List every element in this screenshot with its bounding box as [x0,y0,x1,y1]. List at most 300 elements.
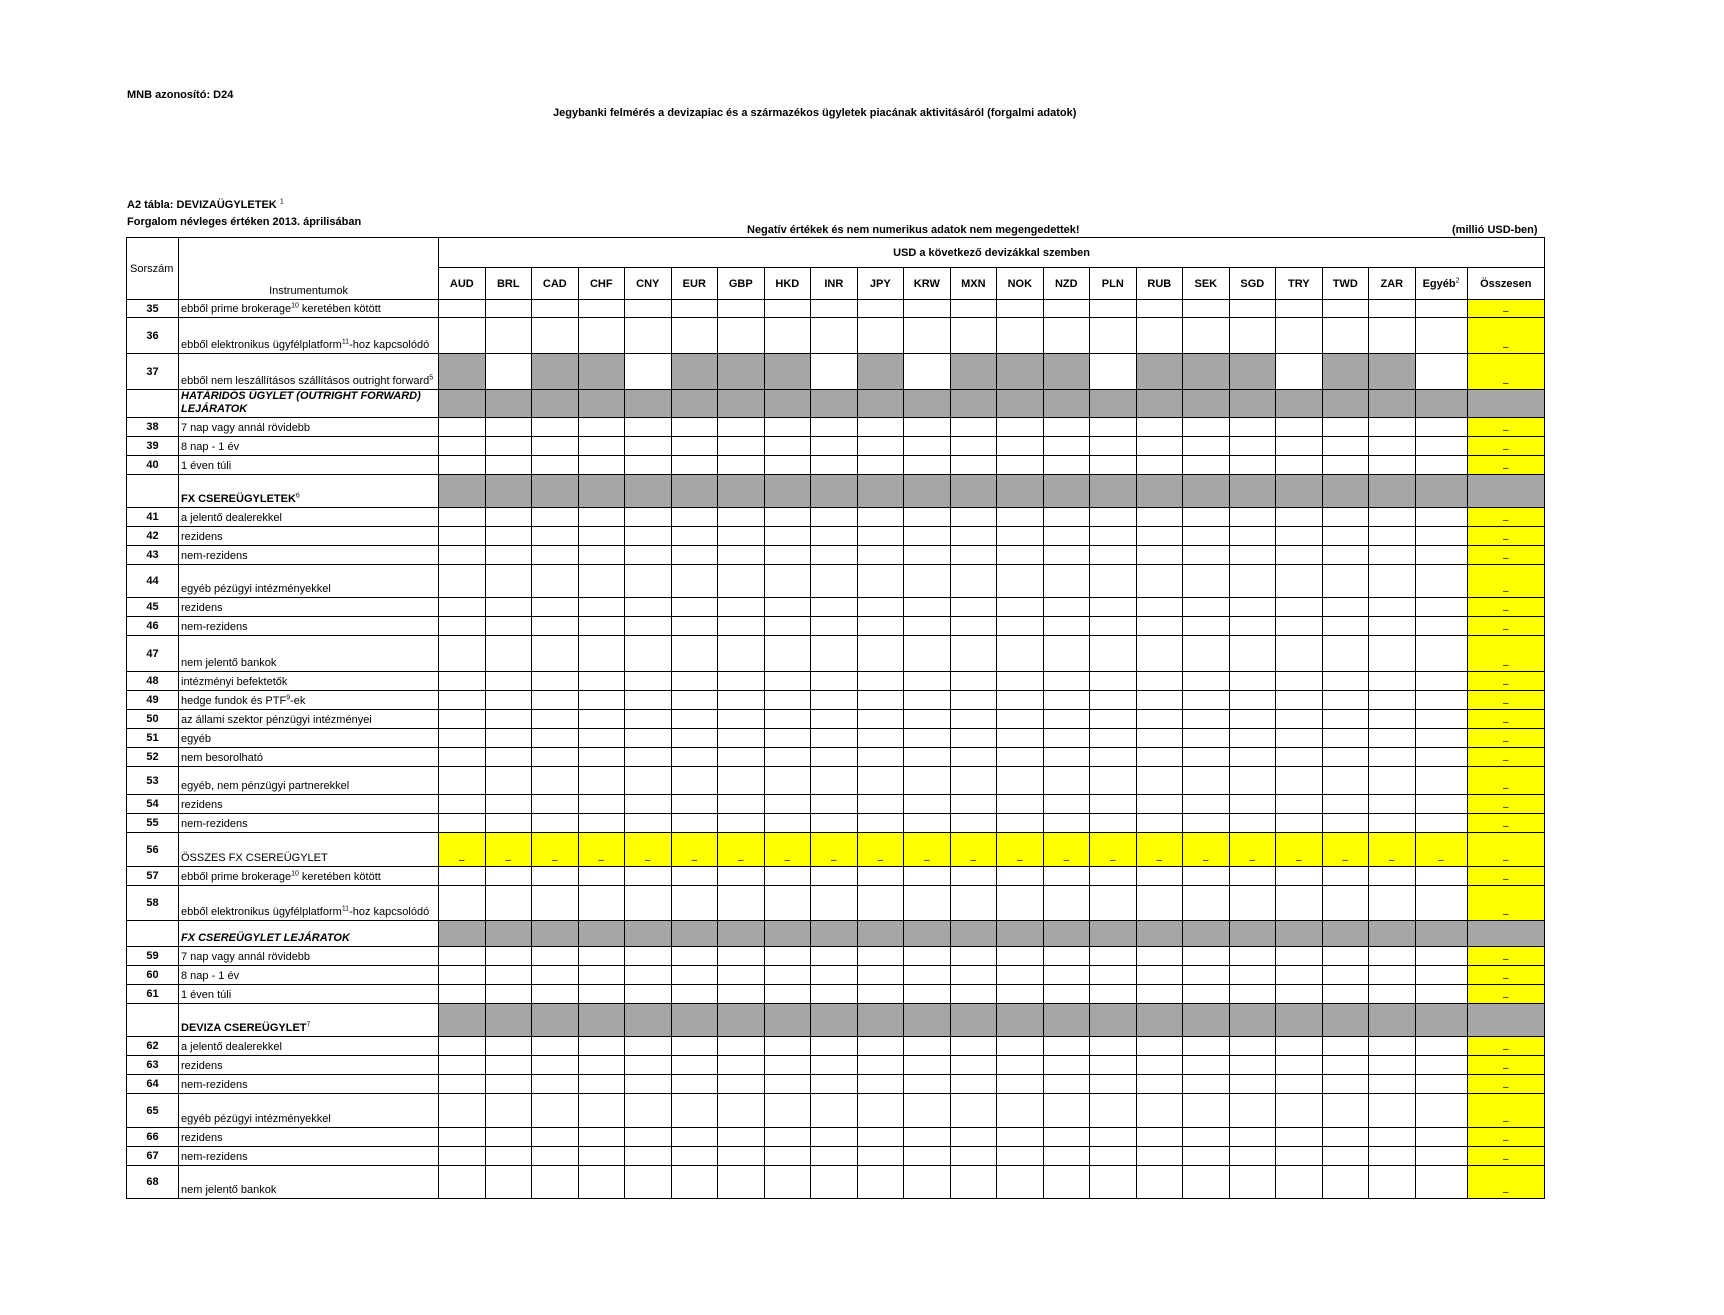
input-cell-try[interactable] [1276,672,1323,691]
input-cell-eur[interactable] [671,636,718,672]
input-cell-krw[interactable] [904,565,951,598]
input-cell-zar[interactable] [1369,748,1416,767]
input-cell-pln[interactable] [1090,1056,1137,1075]
input-cell-rub[interactable] [1136,966,1183,985]
input-cell-try[interactable] [1276,598,1323,617]
input-cell-hkd[interactable] [764,418,811,437]
input-cell-hkd[interactable] [764,1094,811,1128]
input-cell-mxn[interactable] [950,710,997,729]
input-cell-krw[interactable] [904,1037,951,1056]
input-cell-chf[interactable] [578,1094,625,1128]
input-cell-brl[interactable] [485,1166,532,1199]
input-cell-sgd[interactable] [1229,318,1276,354]
input-cell-chf[interactable] [578,527,625,546]
input-cell-krw[interactable] [904,598,951,617]
input-cell-sek[interactable] [1183,748,1230,767]
input-cell-sgd[interactable] [1229,985,1276,1004]
input-cell-brl[interactable] [485,710,532,729]
input-cell-aud[interactable] [439,795,486,814]
input-cell-zar[interactable] [1369,418,1416,437]
input-cell-gbp[interactable] [718,748,765,767]
input-cell-rub[interactable] [1136,729,1183,748]
input-cell-inr[interactable] [811,947,858,966]
input-cell-aud[interactable] [439,300,486,318]
input-cell-chf[interactable] [578,1128,625,1147]
input-cell-pln[interactable] [1090,1147,1137,1166]
input-cell-twd[interactable] [1322,418,1369,437]
input-cell-egyéb[interactable] [1415,354,1467,390]
input-cell-rub[interactable] [1136,947,1183,966]
input-cell-zar[interactable] [1369,867,1416,886]
input-cell-pln[interactable] [1090,947,1137,966]
input-cell-twd[interactable] [1322,814,1369,833]
input-cell-inr[interactable] [811,795,858,814]
input-cell-rub[interactable] [1136,1037,1183,1056]
input-cell-sek[interactable] [1183,1075,1230,1094]
input-cell-hkd[interactable] [764,437,811,456]
input-cell-hkd[interactable] [764,456,811,475]
input-cell-sgd[interactable] [1229,691,1276,710]
input-cell-rub[interactable] [1136,318,1183,354]
input-cell-try[interactable] [1276,1056,1323,1075]
input-cell-gbp[interactable] [718,598,765,617]
input-cell-mxn[interactable] [950,814,997,833]
input-cell-zar[interactable] [1369,985,1416,1004]
input-cell-sgd[interactable] [1229,456,1276,475]
input-cell-chf[interactable] [578,748,625,767]
input-cell-hkd[interactable] [764,767,811,795]
input-cell-jpy[interactable] [857,966,904,985]
input-cell-hkd[interactable] [764,565,811,598]
input-cell-nok[interactable] [997,565,1044,598]
input-cell-twd[interactable] [1322,767,1369,795]
input-cell-nok[interactable] [997,748,1044,767]
input-cell-twd[interactable] [1322,1037,1369,1056]
input-cell-chf[interactable] [578,966,625,985]
input-cell-inr[interactable] [811,767,858,795]
input-cell-cad[interactable] [532,767,579,795]
input-cell-cad[interactable] [532,729,579,748]
input-cell-jpy[interactable] [857,767,904,795]
input-cell-sgd[interactable] [1229,886,1276,921]
input-cell-mxn[interactable] [950,617,997,636]
input-cell-sek[interactable] [1183,729,1230,748]
input-cell-eur[interactable] [671,672,718,691]
input-cell-cny[interactable] [625,795,672,814]
input-cell-eur[interactable] [671,1037,718,1056]
input-cell-aud[interactable] [439,546,486,565]
input-cell-egyéb[interactable] [1415,437,1467,456]
input-cell-cny[interactable] [625,636,672,672]
input-cell-zar[interactable] [1369,300,1416,318]
input-cell-sek[interactable] [1183,418,1230,437]
input-cell-sgd[interactable] [1229,527,1276,546]
input-cell-cny[interactable] [625,1094,672,1128]
input-cell-egyéb[interactable] [1415,1037,1467,1056]
input-cell-aud[interactable] [439,1166,486,1199]
input-cell-pln[interactable] [1090,354,1137,390]
input-cell-sgd[interactable] [1229,546,1276,565]
input-cell-nok[interactable] [997,1075,1044,1094]
input-cell-nzd[interactable] [1043,437,1090,456]
input-cell-sgd[interactable] [1229,565,1276,598]
input-cell-chf[interactable] [578,795,625,814]
input-cell-rub[interactable] [1136,508,1183,527]
input-cell-nok[interactable] [997,1147,1044,1166]
input-cell-gbp[interactable] [718,767,765,795]
input-cell-zar[interactable] [1369,691,1416,710]
input-cell-cad[interactable] [532,300,579,318]
input-cell-nok[interactable] [997,636,1044,672]
input-cell-hkd[interactable] [764,300,811,318]
input-cell-krw[interactable] [904,527,951,546]
input-cell-mxn[interactable] [950,947,997,966]
input-cell-mxn[interactable] [950,1128,997,1147]
input-cell-brl[interactable] [485,318,532,354]
input-cell-twd[interactable] [1322,729,1369,748]
input-cell-cny[interactable] [625,565,672,598]
input-cell-eur[interactable] [671,527,718,546]
input-cell-cny[interactable] [625,437,672,456]
input-cell-pln[interactable] [1090,1075,1137,1094]
input-cell-aud[interactable] [439,565,486,598]
input-cell-mxn[interactable] [950,729,997,748]
input-cell-cad[interactable] [532,318,579,354]
input-cell-chf[interactable] [578,318,625,354]
input-cell-sek[interactable] [1183,527,1230,546]
input-cell-cny[interactable] [625,527,672,546]
input-cell-krw[interactable] [904,418,951,437]
input-cell-cny[interactable] [625,1056,672,1075]
input-cell-sek[interactable] [1183,867,1230,886]
input-cell-egyéb[interactable] [1415,691,1467,710]
input-cell-eur[interactable] [671,1094,718,1128]
input-cell-inr[interactable] [811,636,858,672]
input-cell-aud[interactable] [439,748,486,767]
input-cell-brl[interactable] [485,527,532,546]
input-cell-pln[interactable] [1090,300,1137,318]
input-cell-eur[interactable] [671,456,718,475]
input-cell-hkd[interactable] [764,691,811,710]
input-cell-mxn[interactable] [950,886,997,921]
input-cell-pln[interactable] [1090,418,1137,437]
input-cell-egyéb[interactable] [1415,1056,1467,1075]
input-cell-gbp[interactable] [718,1166,765,1199]
input-cell-cny[interactable] [625,729,672,748]
input-cell-inr[interactable] [811,598,858,617]
input-cell-brl[interactable] [485,354,532,390]
input-cell-inr[interactable] [811,814,858,833]
input-cell-cny[interactable] [625,300,672,318]
input-cell-twd[interactable] [1322,546,1369,565]
input-cell-brl[interactable] [485,546,532,565]
input-cell-aud[interactable] [439,710,486,729]
input-cell-cad[interactable] [532,966,579,985]
input-cell-nok[interactable] [997,729,1044,748]
input-cell-jpy[interactable] [857,795,904,814]
input-cell-eur[interactable] [671,710,718,729]
input-cell-nzd[interactable] [1043,1166,1090,1199]
input-cell-aud[interactable] [439,672,486,691]
input-cell-sgd[interactable] [1229,867,1276,886]
input-cell-rub[interactable] [1136,527,1183,546]
input-cell-hkd[interactable] [764,1037,811,1056]
input-cell-gbp[interactable] [718,456,765,475]
input-cell-zar[interactable] [1369,598,1416,617]
input-cell-chf[interactable] [578,617,625,636]
input-cell-mxn[interactable] [950,1166,997,1199]
input-cell-chf[interactable] [578,300,625,318]
input-cell-eur[interactable] [671,1056,718,1075]
input-cell-nzd[interactable] [1043,598,1090,617]
input-cell-nzd[interactable] [1043,318,1090,354]
input-cell-try[interactable] [1276,1166,1323,1199]
input-cell-egyéb[interactable] [1415,947,1467,966]
input-cell-chf[interactable] [578,867,625,886]
input-cell-nok[interactable] [997,300,1044,318]
input-cell-nzd[interactable] [1043,527,1090,546]
input-cell-rub[interactable] [1136,767,1183,795]
input-cell-gbp[interactable] [718,300,765,318]
input-cell-try[interactable] [1276,729,1323,748]
input-cell-nzd[interactable] [1043,1056,1090,1075]
input-cell-mxn[interactable] [950,795,997,814]
input-cell-eur[interactable] [671,985,718,1004]
input-cell-sgd[interactable] [1229,795,1276,814]
input-cell-try[interactable] [1276,1128,1323,1147]
input-cell-jpy[interactable] [857,710,904,729]
input-cell-twd[interactable] [1322,456,1369,475]
input-cell-sek[interactable] [1183,947,1230,966]
input-cell-pln[interactable] [1090,527,1137,546]
input-cell-eur[interactable] [671,691,718,710]
input-cell-zar[interactable] [1369,565,1416,598]
input-cell-pln[interactable] [1090,795,1137,814]
input-cell-nzd[interactable] [1043,1037,1090,1056]
input-cell-hkd[interactable] [764,748,811,767]
input-cell-inr[interactable] [811,318,858,354]
input-cell-krw[interactable] [904,767,951,795]
input-cell-chf[interactable] [578,1056,625,1075]
input-cell-sgd[interactable] [1229,947,1276,966]
input-cell-inr[interactable] [811,418,858,437]
input-cell-mxn[interactable] [950,672,997,691]
input-cell-pln[interactable] [1090,598,1137,617]
input-cell-twd[interactable] [1322,617,1369,636]
input-cell-inr[interactable] [811,867,858,886]
input-cell-cny[interactable] [625,1075,672,1094]
input-cell-try[interactable] [1276,456,1323,475]
input-cell-krw[interactable] [904,691,951,710]
input-cell-zar[interactable] [1369,636,1416,672]
input-cell-rub[interactable] [1136,565,1183,598]
input-cell-inr[interactable] [811,300,858,318]
input-cell-aud[interactable] [439,636,486,672]
input-cell-chf[interactable] [578,947,625,966]
input-cell-egyéb[interactable] [1415,710,1467,729]
input-cell-rub[interactable] [1136,985,1183,1004]
input-cell-nzd[interactable] [1043,300,1090,318]
input-cell-cny[interactable] [625,354,672,390]
input-cell-sgd[interactable] [1229,300,1276,318]
input-cell-cny[interactable] [625,966,672,985]
input-cell-gbp[interactable] [718,814,765,833]
input-cell-sek[interactable] [1183,691,1230,710]
input-cell-try[interactable] [1276,1147,1323,1166]
input-cell-pln[interactable] [1090,456,1137,475]
input-cell-egyéb[interactable] [1415,318,1467,354]
input-cell-hkd[interactable] [764,710,811,729]
input-cell-aud[interactable] [439,508,486,527]
input-cell-hkd[interactable] [764,867,811,886]
input-cell-gbp[interactable] [718,437,765,456]
input-cell-sgd[interactable] [1229,598,1276,617]
input-cell-egyéb[interactable] [1415,546,1467,565]
input-cell-aud[interactable] [439,456,486,475]
input-cell-nok[interactable] [997,886,1044,921]
input-cell-krw[interactable] [904,672,951,691]
input-cell-aud[interactable] [439,418,486,437]
input-cell-mxn[interactable] [950,318,997,354]
input-cell-hkd[interactable] [764,1128,811,1147]
input-cell-brl[interactable] [485,985,532,1004]
input-cell-cad[interactable] [532,748,579,767]
input-cell-egyéb[interactable] [1415,300,1467,318]
input-cell-sgd[interactable] [1229,1037,1276,1056]
input-cell-nok[interactable] [997,1094,1044,1128]
input-cell-jpy[interactable] [857,527,904,546]
input-cell-chf[interactable] [578,767,625,795]
input-cell-inr[interactable] [811,1147,858,1166]
input-cell-egyéb[interactable] [1415,795,1467,814]
input-cell-cad[interactable] [532,598,579,617]
input-cell-chf[interactable] [578,1037,625,1056]
input-cell-jpy[interactable] [857,947,904,966]
input-cell-twd[interactable] [1322,565,1369,598]
input-cell-jpy[interactable] [857,1075,904,1094]
input-cell-zar[interactable] [1369,947,1416,966]
input-cell-try[interactable] [1276,886,1323,921]
input-cell-egyéb[interactable] [1415,1128,1467,1147]
input-cell-sek[interactable] [1183,437,1230,456]
input-cell-nok[interactable] [997,985,1044,1004]
input-cell-sgd[interactable] [1229,729,1276,748]
input-cell-sgd[interactable] [1229,1056,1276,1075]
input-cell-jpy[interactable] [857,814,904,833]
input-cell-brl[interactable] [485,672,532,691]
input-cell-sek[interactable] [1183,300,1230,318]
input-cell-krw[interactable] [904,437,951,456]
input-cell-nzd[interactable] [1043,565,1090,598]
input-cell-nzd[interactable] [1043,636,1090,672]
input-cell-nok[interactable] [997,617,1044,636]
input-cell-twd[interactable] [1322,300,1369,318]
input-cell-eur[interactable] [671,565,718,598]
input-cell-jpy[interactable] [857,418,904,437]
input-cell-cad[interactable] [532,1056,579,1075]
input-cell-krw[interactable] [904,1056,951,1075]
input-cell-hkd[interactable] [764,814,811,833]
input-cell-nzd[interactable] [1043,947,1090,966]
input-cell-eur[interactable] [671,886,718,921]
input-cell-egyéb[interactable] [1415,886,1467,921]
input-cell-nzd[interactable] [1043,729,1090,748]
input-cell-eur[interactable] [671,748,718,767]
input-cell-eur[interactable] [671,795,718,814]
input-cell-aud[interactable] [439,617,486,636]
input-cell-aud[interactable] [439,947,486,966]
input-cell-aud[interactable] [439,1075,486,1094]
input-cell-sek[interactable] [1183,886,1230,921]
input-cell-sgd[interactable] [1229,1094,1276,1128]
input-cell-jpy[interactable] [857,1056,904,1075]
input-cell-brl[interactable] [485,1094,532,1128]
input-cell-brl[interactable] [485,947,532,966]
input-cell-jpy[interactable] [857,1166,904,1199]
input-cell-nzd[interactable] [1043,1128,1090,1147]
input-cell-brl[interactable] [485,300,532,318]
input-cell-chf[interactable] [578,672,625,691]
input-cell-krw[interactable] [904,1147,951,1166]
input-cell-zar[interactable] [1369,886,1416,921]
input-cell-krw[interactable] [904,966,951,985]
input-cell-rub[interactable] [1136,1056,1183,1075]
input-cell-pln[interactable] [1090,729,1137,748]
input-cell-cny[interactable] [625,985,672,1004]
input-cell-krw[interactable] [904,814,951,833]
input-cell-krw[interactable] [904,1128,951,1147]
input-cell-krw[interactable] [904,318,951,354]
input-cell-try[interactable] [1276,710,1323,729]
input-cell-try[interactable] [1276,636,1323,672]
input-cell-zar[interactable] [1369,527,1416,546]
input-cell-nzd[interactable] [1043,710,1090,729]
input-cell-nzd[interactable] [1043,966,1090,985]
input-cell-pln[interactable] [1090,985,1137,1004]
input-cell-rub[interactable] [1136,1075,1183,1094]
input-cell-jpy[interactable] [857,598,904,617]
input-cell-gbp[interactable] [718,867,765,886]
input-cell-twd[interactable] [1322,1147,1369,1166]
input-cell-sgd[interactable] [1229,418,1276,437]
input-cell-nok[interactable] [997,527,1044,546]
input-cell-brl[interactable] [485,814,532,833]
input-cell-twd[interactable] [1322,1166,1369,1199]
input-cell-nok[interactable] [997,795,1044,814]
input-cell-cny[interactable] [625,886,672,921]
input-cell-gbp[interactable] [718,729,765,748]
input-cell-gbp[interactable] [718,617,765,636]
input-cell-chf[interactable] [578,418,625,437]
input-cell-rub[interactable] [1136,300,1183,318]
input-cell-aud[interactable] [439,318,486,354]
input-cell-brl[interactable] [485,867,532,886]
input-cell-rub[interactable] [1136,1166,1183,1199]
input-cell-hkd[interactable] [764,318,811,354]
input-cell-eur[interactable] [671,418,718,437]
input-cell-twd[interactable] [1322,1128,1369,1147]
input-cell-nok[interactable] [997,1128,1044,1147]
input-cell-inr[interactable] [811,966,858,985]
input-cell-pln[interactable] [1090,546,1137,565]
input-cell-brl[interactable] [485,1147,532,1166]
input-cell-nzd[interactable] [1043,795,1090,814]
input-cell-cny[interactable] [625,691,672,710]
input-cell-aud[interactable] [439,767,486,795]
input-cell-rub[interactable] [1136,886,1183,921]
input-cell-krw[interactable] [904,636,951,672]
input-cell-brl[interactable] [485,617,532,636]
